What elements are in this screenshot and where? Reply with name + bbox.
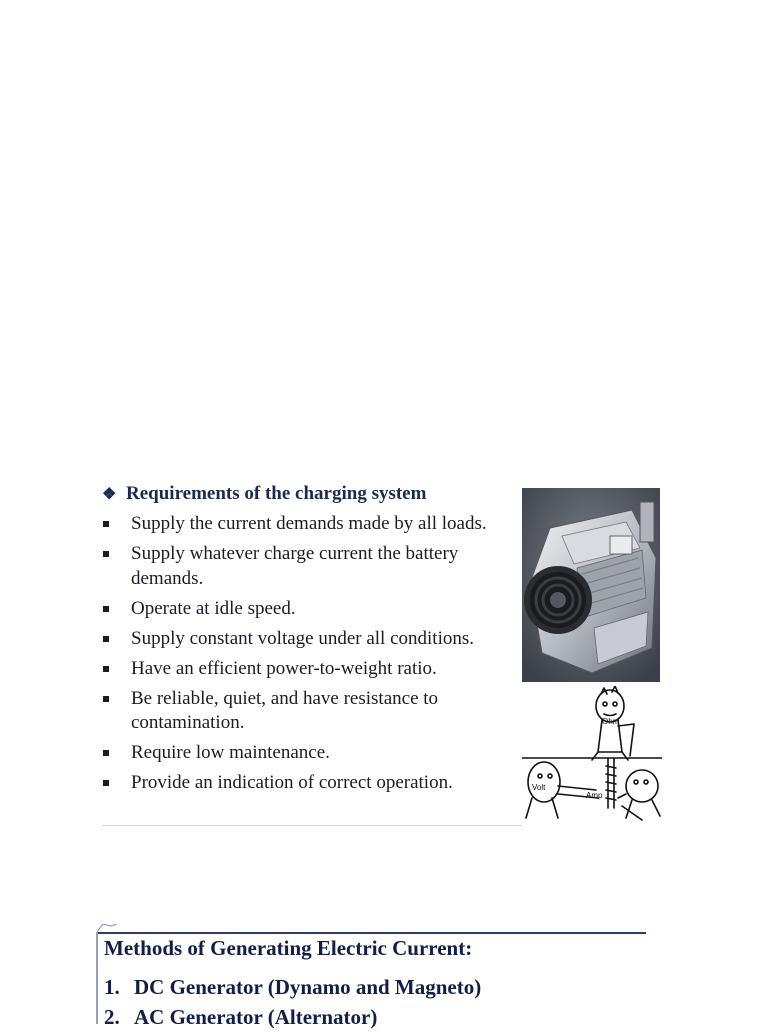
square-bullet-icon — [103, 750, 109, 756]
list-item: Have an efficient power-to-weight ratio. — [102, 657, 522, 682]
square-bullet-icon — [103, 521, 109, 527]
square-bullet-icon — [103, 606, 109, 612]
square-bullet-icon — [103, 551, 109, 557]
square-bullet-icon — [103, 696, 109, 702]
ohm-volt-amp-cartoon — [522, 686, 662, 828]
list-item: Be reliable, quiet, and have resistance to contamination. — [102, 687, 522, 736]
square-bullet-icon — [103, 780, 109, 786]
corner-decoration-icon — [97, 924, 127, 932]
slide-left-border — [96, 932, 98, 1024]
list-item: Operate at idle speed. — [102, 597, 522, 622]
requirements-heading — [102, 483, 426, 505]
diamond-bullet-icon: ❖ — [102, 486, 117, 503]
list-item: Supply constant voltage under all conditions. — [102, 627, 522, 652]
list-item: 1. DC Generator (Dynamo and Magneto) — [104, 975, 482, 999]
list-item: Supply the current demands made by all loads. — [102, 512, 522, 537]
alternator-illustration — [522, 488, 660, 682]
amp-label: Amp — [586, 791, 603, 800]
ohm-label: Ohm — [602, 717, 620, 726]
cartoon-illustration — [522, 686, 662, 828]
slide-top-border — [96, 932, 646, 934]
list-item: Provide an indication of correct operation. — [102, 771, 522, 796]
alternator-photo — [522, 488, 660, 682]
list-item: Supply whatever charge current the battery demands. — [102, 542, 522, 591]
square-bullet-icon — [103, 636, 109, 642]
square-bullet-icon — [103, 666, 109, 672]
slide-generating-methods — [96, 930, 646, 1029]
requirements-title: Requirements of the charging system — [126, 483, 427, 504]
methods-list — [104, 972, 481, 1032]
list-item: 2. AC Generator (Alternator) — [104, 1005, 378, 1029]
methods-title: Methods of Generating Electric Current: — [104, 936, 473, 960]
section-divider — [102, 825, 522, 826]
requirements-list — [102, 512, 522, 801]
volt-label: Volt — [532, 783, 546, 792]
list-item: Require low maintenance. — [102, 741, 522, 766]
